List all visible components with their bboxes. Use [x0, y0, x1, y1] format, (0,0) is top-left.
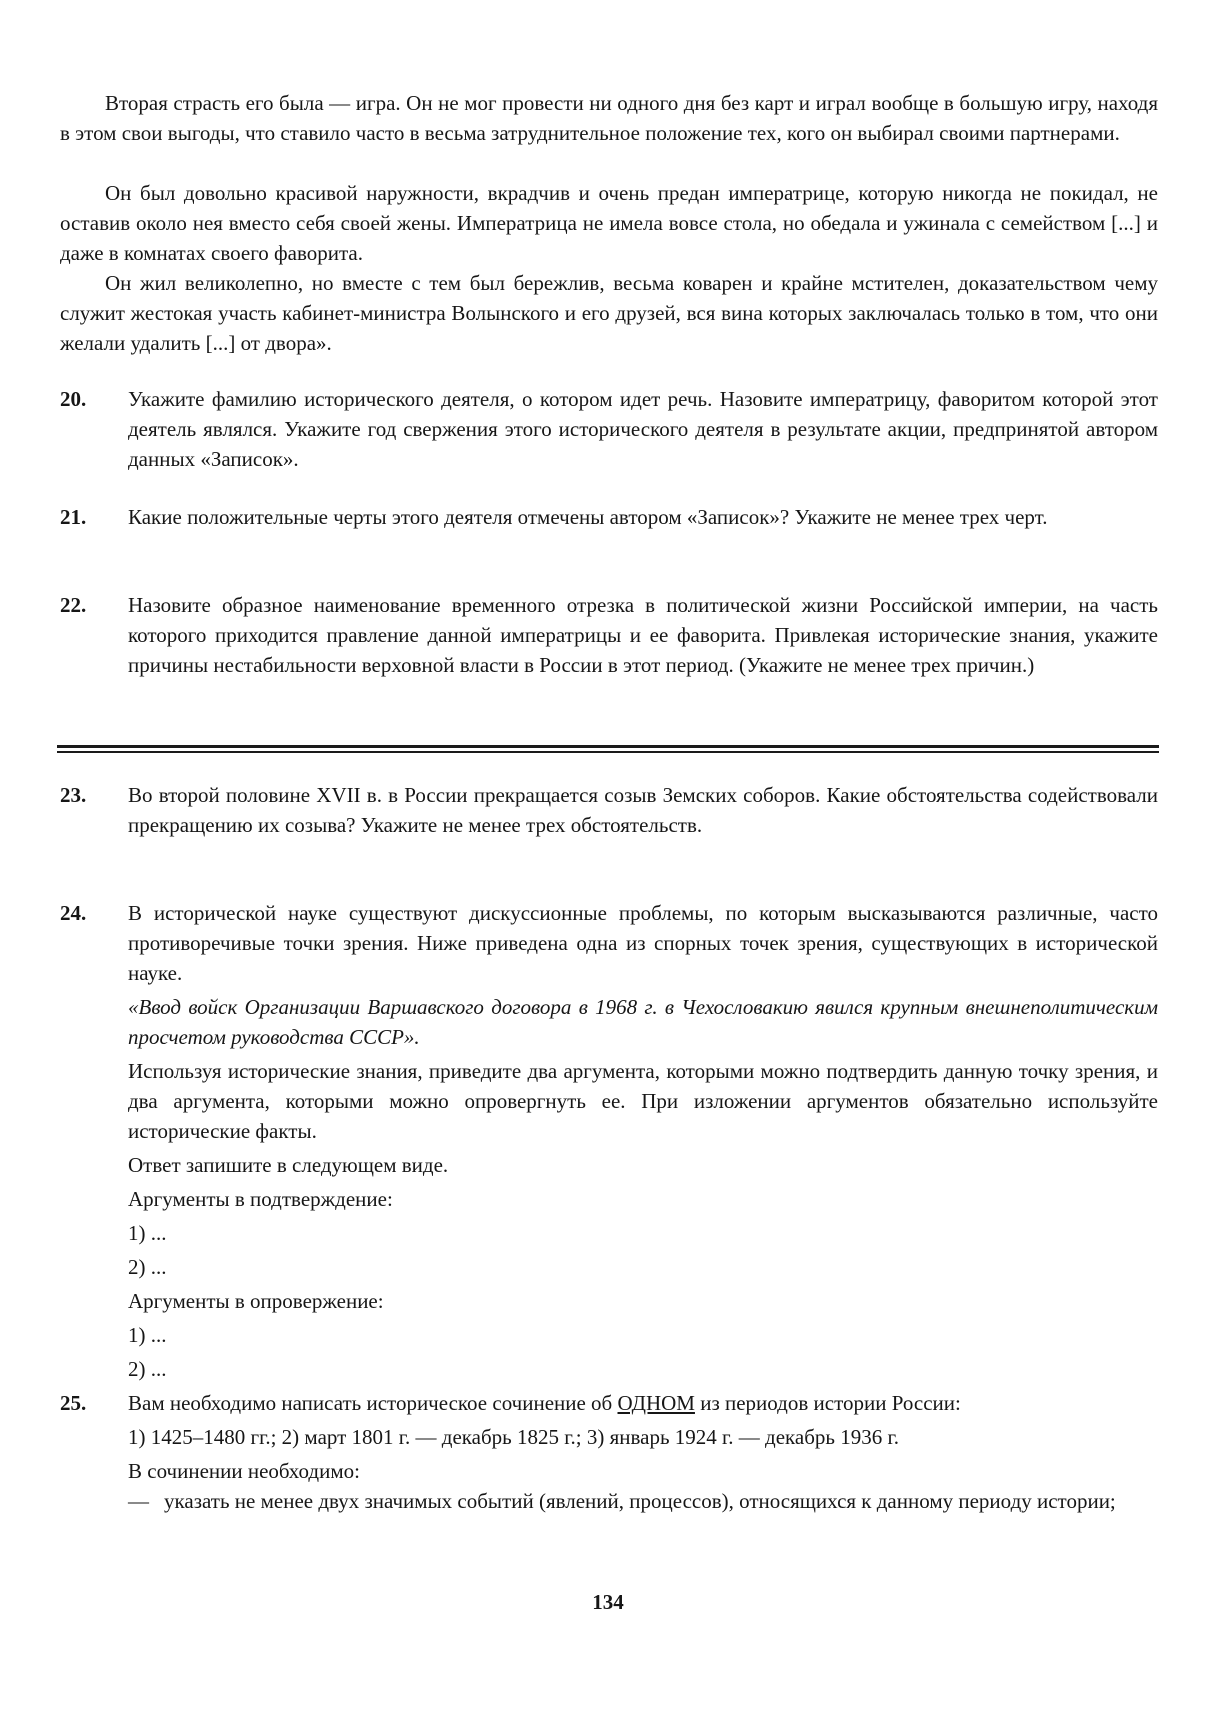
question-number: 25. — [60, 1391, 87, 1415]
question-23 — [60, 780, 1158, 840]
periods-list: 1) 1425–1480 гг.; 2) март 1801 г. — декабрь 1825 г.; 3) январь 1924 г. — декабрь 1936 г. — [128, 1425, 899, 1449]
lead-after: из периодов истории России: — [700, 1391, 961, 1415]
question-22 — [60, 590, 1158, 680]
question-number: 22. — [60, 593, 87, 617]
confirm-label: Аргументы в подтверждение: — [128, 1187, 393, 1211]
question-task: Используя исторические знания, приведите два аргумента, которыми можно подтвердить данную точку зрения, и два аргумента, которыми можно опровергнуть ее. При изложении аргументов обязательно используйте исторические факты. — [128, 1059, 1158, 1143]
question-number: 23. — [60, 783, 87, 807]
question-text: Во второй половине XVII в. в России прекращается созыв Земских соборов. Какие обстоятельства содействовали прекращению их созыва? Укажите не менее трех обстоятельств. — [128, 783, 1158, 837]
question-text: Какие положительные черты этого деятеля отмечены автором «Записок»? Укажите не менее трех черт. — [128, 505, 1048, 529]
confirm-item-2: 2) ... — [128, 1255, 167, 1279]
intro-paragraph-1: Вторая страсть его была — игра. Он не мог провести ни одного дня без карт и играл вообще в большую игру, находя в этом свои выгоды, что ставило часто в весьма затруднительное положение тех, кого он выбирал своими партнерами. — [60, 91, 1158, 145]
intro-paragraph-2: Он был довольно красивой наружности, вкрадчив и очень предан императрице, которую никогда не покидал, не оставив около нея вместо себя своей жены. Императрица не имела вовсе стола, но обедала и ужинала с семейством [...] и даже в комнатах своего фаворита. — [60, 181, 1158, 265]
lead-before: Вам необходимо написать историческое сочинение об — [128, 1391, 613, 1415]
confirm-item-1: 1) ... — [128, 1221, 167, 1245]
refute-item-2: 2) ... — [128, 1357, 167, 1381]
question-lead — [128, 1388, 1158, 1418]
question-number: 24. — [60, 901, 87, 925]
requirement-text: указать не менее двух значимых событий (явлений, процессов), относящихся к данному периоду истории; — [164, 1489, 1116, 1513]
question-intro: В исторической науке существуют дискуссионные проблемы, по которым высказываются различные, часто противоречивые точки зрения. Ниже приведена одна из спорных точек зрения, существующих в исторической науке. — [128, 901, 1158, 985]
question-21 — [60, 502, 1158, 532]
requirement-label: В сочинении необходимо: — [128, 1459, 360, 1483]
intro-paragraph-3: Он жил великолепно, но вместе с тем был бережлив, весьма коварен и крайне мстителен, доказательством чему служит жестокая участь кабинет-министра Волынского и его друзей, вся вина которых заключалась только в том, что они желали удалить [...] от двора». — [60, 271, 1158, 355]
answer-format: Ответ запишите в следующем виде. — [128, 1153, 449, 1177]
page-number: 134 — [592, 1590, 624, 1614]
question-20 — [60, 384, 1158, 474]
question-number: 21. — [60, 505, 87, 529]
refute-item-1: 1) ... — [128, 1323, 167, 1347]
question-25 — [60, 1388, 1158, 1516]
question-text: Назовите образное наименование временного отрезка в политической жизни Российской империи, на часть которого приходится правление данной императрицы и ее фаворита. Привлекая исторические знания, укажите причины нестабильности верховной власти в России в этот период. (Укажите не менее трех причин.) — [128, 593, 1158, 677]
question-24 — [60, 898, 1158, 1384]
lead-emphasis: ОДНОМ — [617, 1391, 695, 1415]
section-divider — [57, 745, 1159, 753]
question-text: Укажите фамилию исторического деятеля, о котором идет речь. Назовите императрицу, фаворитом которой этот деятель являлся. Укажите год свержения этого исторического деятеля в результате акции, предпринятой автором данных «Записок». — [128, 387, 1158, 471]
dash-marker: — — [128, 1489, 149, 1513]
requirement-item-1 — [128, 1486, 1158, 1516]
question-number: 20. — [60, 387, 87, 411]
refute-label: Аргументы в опровержение: — [128, 1289, 384, 1313]
disputed-viewpoint-quote: «Ввод войск Организации Варшавского договора в 1968 г. в Чехословакию явился крупным внешнеполитическим просчетом руководства СССР». — [128, 995, 1158, 1049]
